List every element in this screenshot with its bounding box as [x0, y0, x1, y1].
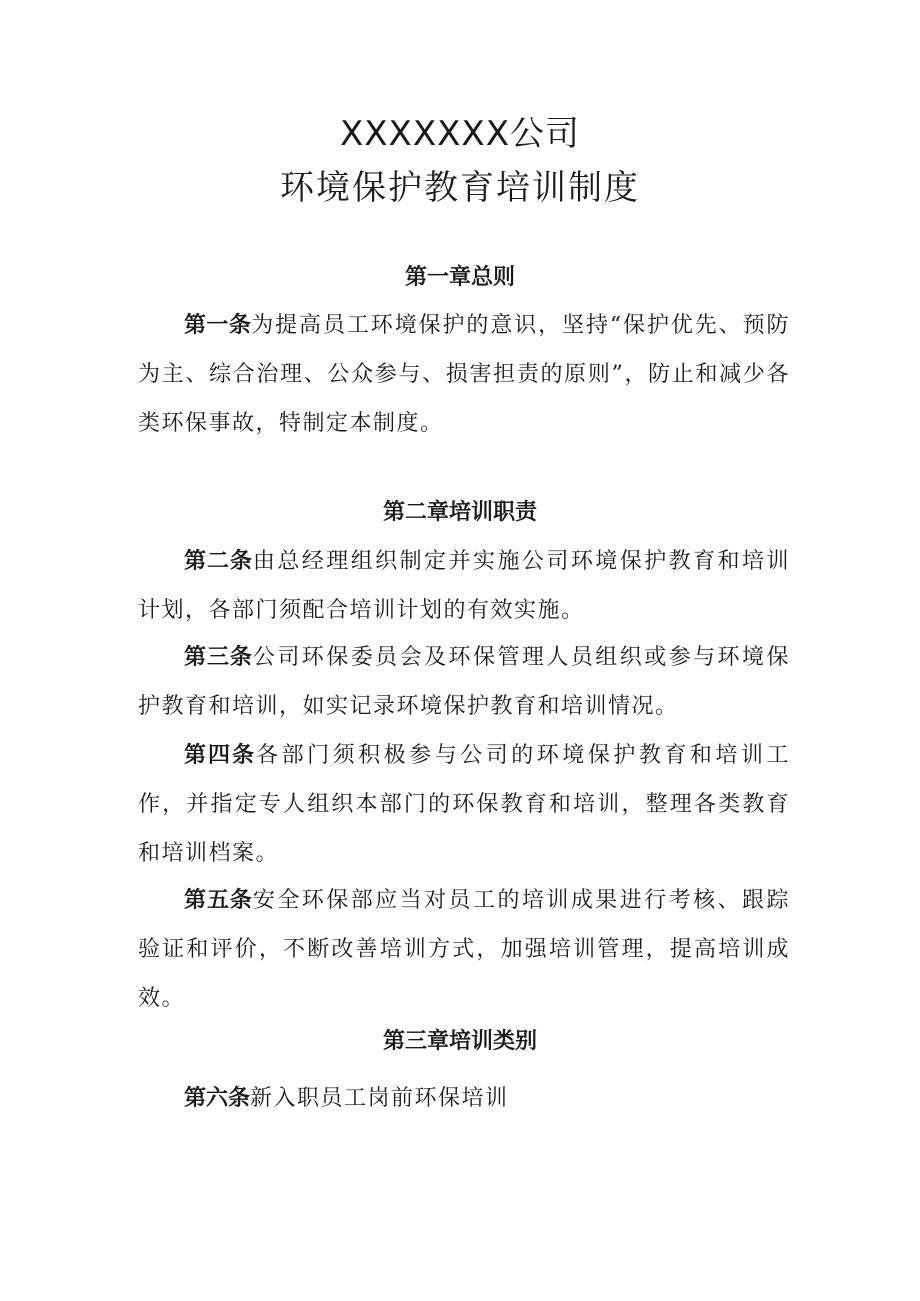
- article-text: 公司环保委员会及环保管理人员组织或参与环境保护教育和培训，如实记录环境保护教育和培训情况。: [138, 645, 790, 719]
- document-title: 环境保护教育培训制度: [280, 168, 640, 208]
- chapter-heading-3: 第三章培训类别: [382, 1029, 537, 1054]
- chapter-heading-2: 第二章培训职责: [382, 500, 537, 525]
- article-4: [138, 731, 790, 878]
- company-title: XXXXXXX公司: [339, 114, 581, 154]
- article-text: 由总经理组织制定并实施公司环境保护教育和培训计划，各部门须配合培训计划的有效实施。: [138, 549, 790, 623]
- article-text: 安全环保部应当对员工的培训成果进行考核、跟踪验证和评价，不断改善培训方式，加强培训管理，提高培训成效。: [138, 888, 790, 1011]
- article-3: [138, 633, 790, 731]
- article-label: 第四条: [184, 743, 257, 768]
- article-1: [138, 301, 790, 448]
- article-text: 各部门须积极参与公司的环境保护教育和培训工作，并指定专人组织本部门的环保教育和培训，整理各类教育和培训档案。: [138, 743, 790, 866]
- article-label: 第六条: [184, 1086, 251, 1111]
- article-label: 第三条: [184, 645, 253, 670]
- article-label: 第一条: [184, 313, 252, 338]
- article-6: [138, 1074, 790, 1123]
- article-text: 新入职员工岗前环保培训: [250, 1086, 509, 1111]
- article-label: 第二条: [184, 549, 253, 574]
- article-text: 为提高员工环境保护的意识，坚持“保护优先、预防为主、综合治理、公众参与、损害担责的原则”，防止和减少各类环保事故，特制定本制度。: [138, 313, 790, 436]
- article-label: 第五条: [184, 888, 253, 913]
- article-2: [138, 537, 790, 635]
- article-5: [138, 876, 790, 1023]
- chapter-heading-1: 第一章总则: [404, 265, 515, 290]
